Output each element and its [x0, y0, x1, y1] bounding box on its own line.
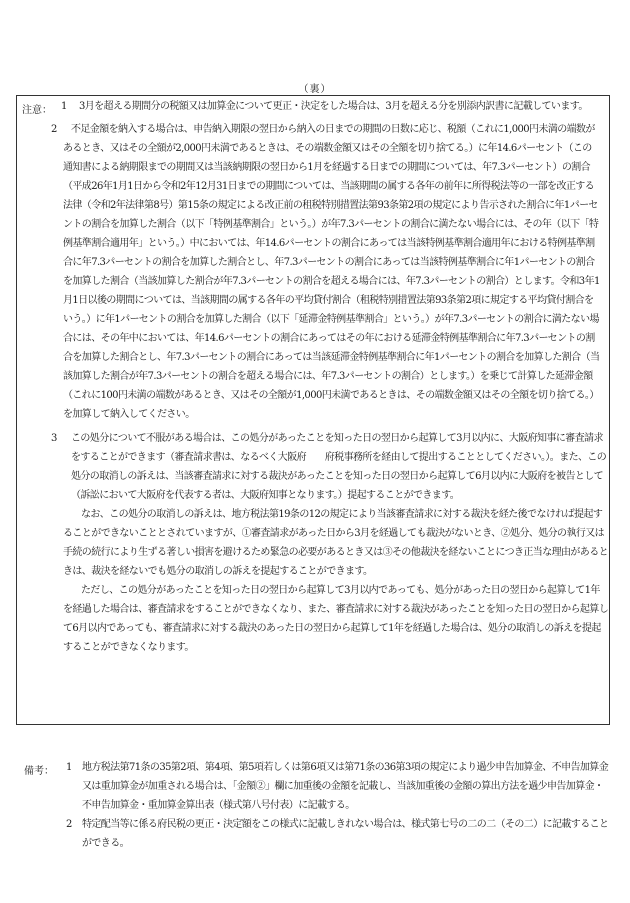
notes-box	[16, 95, 610, 725]
page-header: （裏）	[298, 84, 332, 95]
remark-number-2: 2	[66, 819, 73, 830]
notes-prefix: 注意：	[22, 105, 52, 116]
note-3-text: この処分について不服がある場合は、この処分があったことを知った日の翌日から起算して3月以内に、大阪府知事に審査請求をすることができます（審査請求書は、なるべく大阪府 府税事務所を経由して提出することとしてください。）。また、この処分の取消しの訴えは、当該審査請求に対する裁決があったことを知った日の翌日から起算して6月以内に大阪府を被告として（訴訟において大阪府を代表する者は、大阪府知事となります。）提起することができます。	[71, 433, 607, 501]
remark-2-text: 特定配当等に係る府民税の更正・決定額をこの様式に記載しきれない場合は、様式第七号の二の二（その二）に記載すること ができる。	[82, 819, 609, 849]
remark-1-text: 地方税法第71条の35第2項、第4項、第5項若しくは第6項又は第71条の36第3項の規定により過少申告加算金、不申告加算金又は重加算金が加重される場合は、「金額②」欄に加重後の金額を記載し、当該加重後の金額の算出方法を過少申告加算金・不申告加算金・重加算金算出表（様式第八号付表）に記載する。	[82, 762, 609, 811]
note-1-text: 3月を超える期間分の税額又は加算金について更正・決定をした場合は、3月を超える分を別添内訳書に記載しています。	[79, 101, 588, 112]
note-3-paragraph-3: ただし、この処分があったことを知った日の翌日から起算して3月以内であっても、処分があった日の翌日から起算して1年を経過した場合は、審査請求をすることができなくなり、また、審査請求に対する裁決があったことを知った日の翌日から起算して6月以内であっても、審査請求に対する裁決のあった日の翌日から起算して1年を経過した場合は、処分の取消しの訴えを提起することができなくなります。	[63, 585, 609, 653]
note-number-3: 3	[51, 433, 58, 444]
remark-number-1: 1	[66, 762, 73, 773]
note-number-1: 1	[61, 101, 68, 112]
remarks-prefix: 備考：	[24, 766, 54, 777]
note-3-paragraph-2: なお、この処分の取消しの訴えは、地方税法第19条の12の規定により当該審査請求に対する裁決を経た後でなければ提起することができないこととされていますが、①審査請求があった日から3月を経過しても裁決がないとき、②処分、処分の執行又は手続の続行により生ずる著しい損害を避けるため緊急の必要があるとき又は③その他裁決を経ないことにつき正当な理由があるときは、裁決を経ないでも処分の取消しの訴えを提起することができます。	[63, 509, 608, 577]
note-2-text: 不足金額を納入する場合は、申告納入期限の翌日から納入の日までの期間の日数に応じ、税額（これに1,000円未満の端数があるとき、又はその全額が2,000円未満であるときは、その端数金額又はその全額を切り捨てる。）に年14.6パーセント（この通知書による納期限までの期間又は当該納期限の翌日から1月を経過する日までの期間については、年7.3パーセント）の割合（平成26年1月1日から令和2年12月31日までの期間については、当該期間の属する各年の前年に所得税法等の一部を改正する法律（令和2年法律第8号）第15条の規定による改正前の租税特別措置法第93条第2項の規定により告示された割合に年1パーセントの割合を加算した割合（以下「特例基準割合」という。）が年7.3パーセントの割合に満たない場合には、その年（以下「特例基準割合適用年」という。）中においては、年14.6パーセントの割合にあっては当該特例基準割合適用年における特例基準割合に年7.3パーセントの割合を加算した割合とし、年7.3パーセントの割合にあっては当該特例基準割合に年1パーセントの割合を加算した割合（当該加算した割合が年7.3パーセントの割合を超える場合には、年7.3パーセントの割合）とします。令和3年1月1日以後の期間については、当該期間の属する各年の平均貸付割合（租税特別措置法第93条第2項に規定する平均貸付割合をいう。）に年1パーセントの割合を加算した割合（以下「延滞金特例基準割合」という。）が年7.3パーセントの割合に満たない場合には、その年中においては、年14.6パーセントの割合にあってはその年における延滞金特例基準割合に年7.3パーセントの割合を加算した割合とし、年7.3パーセントの割合にあっては当該延滞金特例基準割合に年1パーセントの割合を加算した割合（当該加算した割合が年7.3パーセントの割合を超える場合には、年7.3パーセントの割合）とします。）を乗じて計算した延滞金額（これに100円未満の端数があるとき、又はその全額が1,000円未満であるときは、その端数金額又はその全額を切り捨てる。）を加算して納入してください。	[63, 124, 600, 420]
note-number-2: 2	[51, 124, 58, 135]
